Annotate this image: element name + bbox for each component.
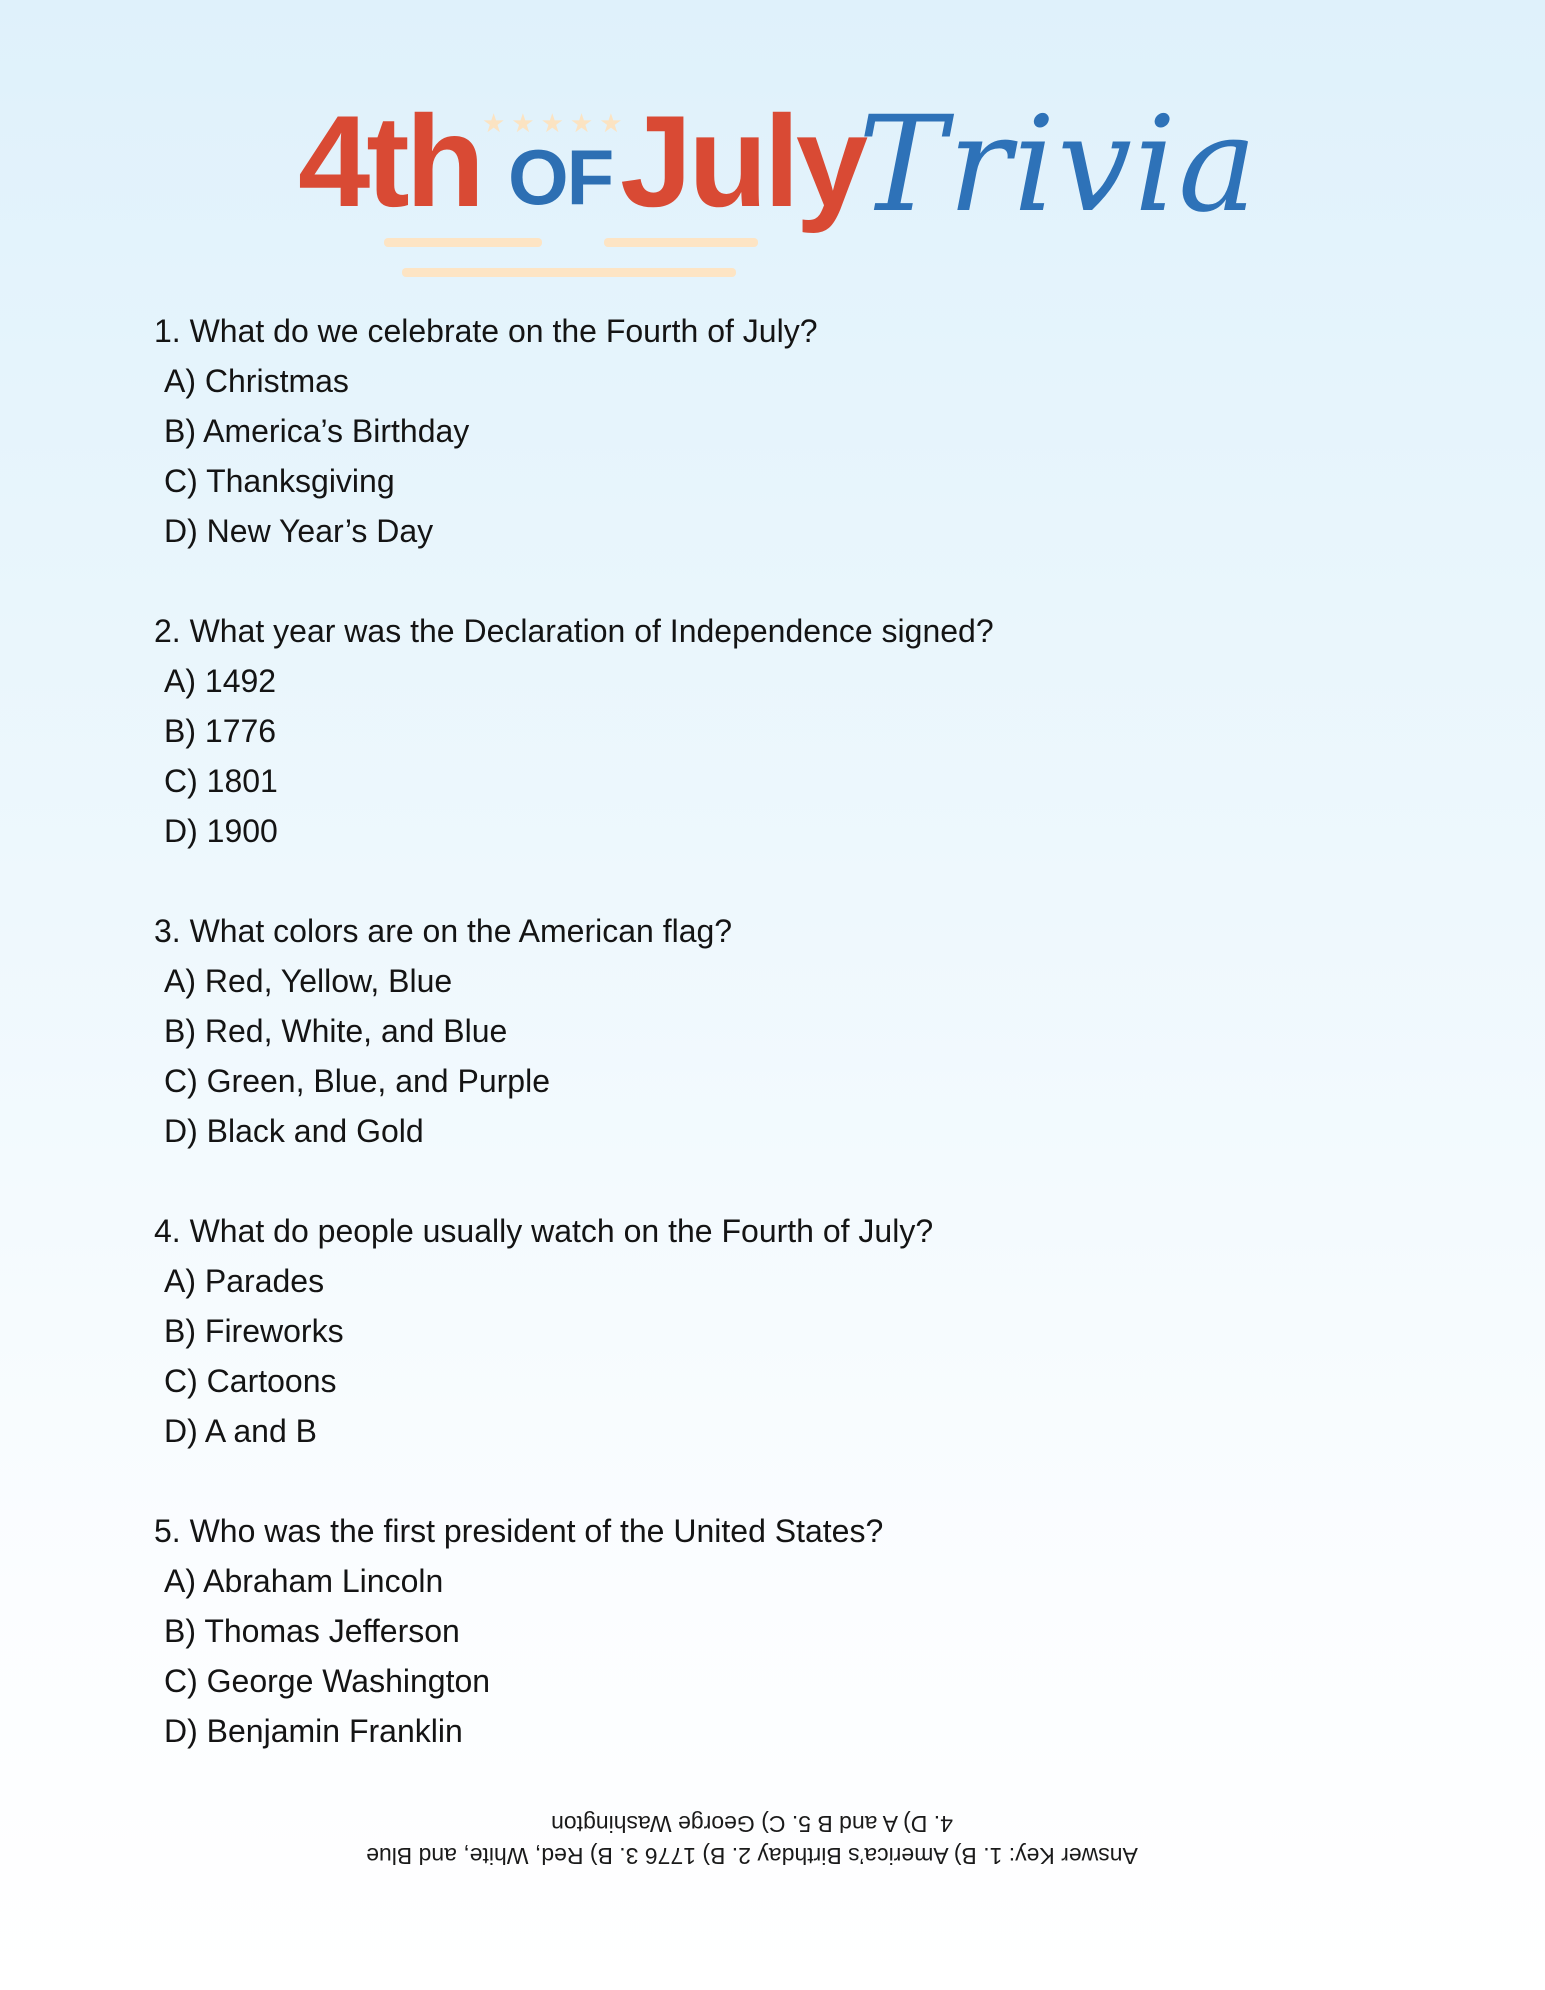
answer-option: B) Thomas Jefferson [164, 1613, 460, 1649]
question-text: 1. What do we celebrate on the Fourth of July? [154, 313, 818, 349]
answer-option: B) Fireworks [164, 1313, 344, 1349]
question-block [154, 606, 1414, 856]
answer-option: B) 1776 [164, 713, 277, 749]
answer-option: B) America’s Birthday [164, 413, 470, 449]
answer-option: C) Thanksgiving [164, 463, 395, 499]
answer-option: D) A and B [164, 1413, 317, 1449]
answer-option: A) 1492 [164, 663, 277, 699]
title-underline-right [604, 238, 758, 247]
question-block [154, 1506, 1414, 1756]
title-july: July [620, 88, 865, 234]
star-row-icon: ★★★★★ [482, 108, 629, 138]
title-of: OF [508, 133, 613, 221]
question-text: 4. What do people usually watch on the Fourth of July? [154, 1213, 934, 1249]
answer-key-line-2: 4. D) A and B 5. C) George Washington [551, 1811, 953, 1837]
question-block [154, 1206, 1414, 1456]
answer-option: C) Cartoons [164, 1363, 337, 1399]
quiz-list [154, 306, 1414, 1806]
answer-option: D) 1900 [164, 813, 278, 849]
answer-key [272, 1808, 1232, 1872]
answer-option: D) Black and Gold [164, 1113, 424, 1149]
answer-option: C) Green, Blue, and Purple [164, 1063, 550, 1099]
question-block [154, 906, 1414, 1156]
answer-option: C) George Washington [164, 1663, 491, 1699]
title-trivia: Trivia [858, 88, 1259, 242]
title-4th: 4th [298, 88, 481, 234]
title-underline-left [384, 238, 542, 247]
question-text: 5. Who was the first president of the United States? [154, 1513, 884, 1549]
question-block [154, 306, 1414, 556]
title-underline-bottom [402, 268, 736, 277]
question-text: 3. What colors are on the American flag? [154, 913, 733, 949]
question-text: 2. What year was the Declaration of Independence signed? [154, 613, 994, 649]
answer-option: A) Christmas [164, 363, 349, 399]
answer-option: A) Parades [164, 1263, 325, 1299]
answer-option: D) New Year’s Day [164, 513, 434, 549]
answer-option: D) Benjamin Franklin [164, 1713, 463, 1749]
page-title [0, 0, 1545, 300]
answer-option: B) Red, White, and Blue [164, 1013, 508, 1049]
answer-option: A) Abraham Lincoln [164, 1563, 444, 1599]
answer-option: A) Red, Yellow, Blue [164, 963, 453, 999]
answer-key-line-1: Answer Key: 1. B) America’s Birthday 2. B) 1776 3. B) Red, White, and Blue [366, 1843, 1138, 1869]
answer-option: C) 1801 [164, 763, 278, 799]
